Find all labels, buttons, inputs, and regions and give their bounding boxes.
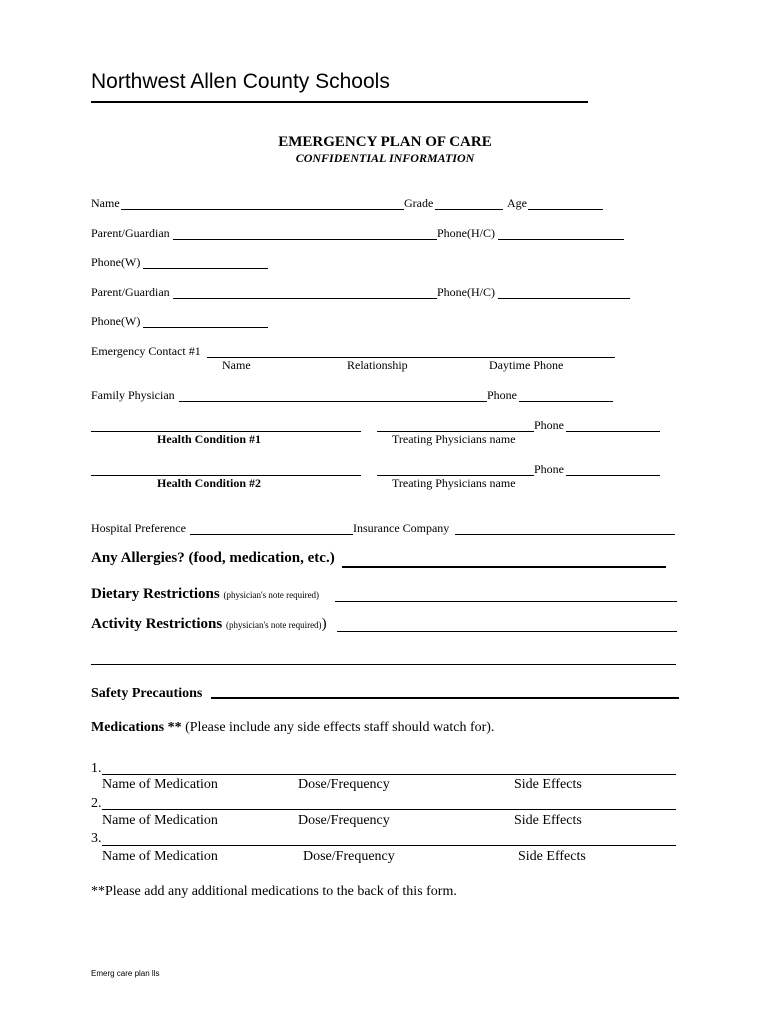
activity-restrictions-extra-line[interactable]: [91, 664, 676, 665]
med-3-name-caption: Name of Medication: [102, 849, 218, 864]
emergency-name-caption: Name: [222, 358, 251, 372]
activity-physician-note: (physician's note required): [225, 620, 322, 630]
name-field[interactable]: [121, 209, 404, 210]
activity-restrictions-label: [91, 616, 327, 633]
safety-precautions-field[interactable]: [211, 697, 679, 699]
emergency-contact-label: Emergency Contact #1: [91, 344, 201, 358]
med-1-name-caption: Name of Medication: [102, 777, 218, 792]
med-1-field[interactable]: [102, 774, 676, 775]
dietary-restrictions-text: Dietary Restrictions: [91, 586, 220, 602]
additional-medications-note: **Please add any additional medications to the back of this form.: [91, 884, 457, 899]
dietary-restrictions-label: [91, 586, 319, 603]
med-1-side-caption: Side Effects: [514, 777, 582, 792]
hospital-preference-field[interactable]: [190, 534, 353, 535]
phone-hc-1-field[interactable]: [498, 239, 624, 240]
phone-hc-2-field[interactable]: [498, 298, 630, 299]
treating-physician-2-caption: Treating Physicians name: [392, 476, 516, 490]
insurance-company-label: Insurance Company: [353, 521, 450, 535]
activity-restrictions-text: Activity Restrictions: [91, 616, 223, 632]
medications-heading: [91, 720, 494, 736]
med-1-number: 1.: [91, 761, 102, 776]
grade-label: Grade: [404, 196, 434, 210]
phone-w-1-field[interactable]: [143, 268, 268, 269]
family-physician-phone-label: Phone: [487, 388, 517, 402]
phone-w-1-label: Phone(W): [91, 255, 141, 269]
phone-hc-1-label: Phone(H/C): [437, 226, 495, 240]
activity-paren-close: ): [321, 616, 327, 632]
med-2-side-caption: Side Effects: [514, 813, 582, 828]
allergies-field[interactable]: [342, 566, 666, 568]
phone-hc-2-label: Phone(H/C): [437, 285, 495, 299]
form-subtitle: CONFIDENTIAL INFORMATION: [295, 151, 475, 165]
hospital-preference-label: Hospital Preference: [91, 521, 186, 535]
phone-w-2-field[interactable]: [143, 327, 268, 328]
age-field[interactable]: [528, 209, 603, 210]
grade-field[interactable]: [435, 209, 503, 210]
parent-guardian-1-field[interactable]: [173, 239, 437, 240]
school-name: Northwest Allen County Schools: [91, 70, 390, 93]
med-2-field[interactable]: [102, 809, 676, 810]
medications-label: Medications **: [91, 720, 182, 735]
treating-physician-1-caption: Treating Physicians name: [392, 432, 516, 446]
med-1-dose-caption: Dose/Frequency: [298, 777, 390, 792]
phone-w-2-label: Phone(W): [91, 314, 141, 328]
age-label: Age: [507, 196, 527, 210]
family-physician-label: Family Physician: [91, 388, 175, 402]
health-condition-2-caption: Health Condition #2: [157, 476, 262, 490]
parent-guardian-2-label: Parent/Guardian: [91, 285, 170, 299]
form-title: EMERGENCY PLAN OF CARE: [278, 134, 492, 150]
allergies-label: Any Allergies? (food, medication, etc.): [91, 550, 335, 566]
med-3-field[interactable]: [102, 845, 676, 846]
med-2-dose-caption: Dose/Frequency: [298, 813, 390, 828]
name-label: Name: [91, 196, 120, 210]
parent-guardian-1-label: Parent/Guardian: [91, 226, 170, 240]
emergency-relationship-caption: Relationship: [347, 358, 408, 372]
dietary-restrictions-field[interactable]: [335, 601, 677, 602]
dietary-physician-note: (physician's note required): [223, 590, 320, 600]
med-3-side-caption: Side Effects: [518, 849, 586, 864]
family-physician-field[interactable]: [179, 401, 487, 402]
treating-physician-2-phone-label: Phone: [534, 462, 564, 476]
med-2-name-caption: Name of Medication: [102, 813, 218, 828]
emergency-daytime-phone-caption: Daytime Phone: [489, 358, 564, 372]
activity-restrictions-field[interactable]: [337, 631, 677, 632]
insurance-company-field[interactable]: [455, 534, 675, 535]
family-physician-phone-field[interactable]: [519, 401, 613, 402]
footer-text: Emerg care plan lls: [91, 969, 160, 978]
treating-physician-1-phone-field[interactable]: [566, 431, 660, 432]
health-condition-1-caption: Health Condition #1: [157, 432, 262, 446]
parent-guardian-2-field[interactable]: [173, 298, 437, 299]
header-rule: [91, 101, 588, 103]
medications-note: (Please include any side effects staff should watch for).: [181, 720, 495, 735]
treating-physician-2-phone-field[interactable]: [566, 475, 660, 476]
med-3-number: 3.: [91, 831, 102, 846]
treating-physician-1-phone-label: Phone: [534, 418, 564, 432]
med-3-dose-caption: Dose/Frequency: [303, 849, 395, 864]
med-2-number: 2.: [91, 796, 102, 811]
safety-precautions-label: Safety Precautions: [91, 686, 203, 701]
